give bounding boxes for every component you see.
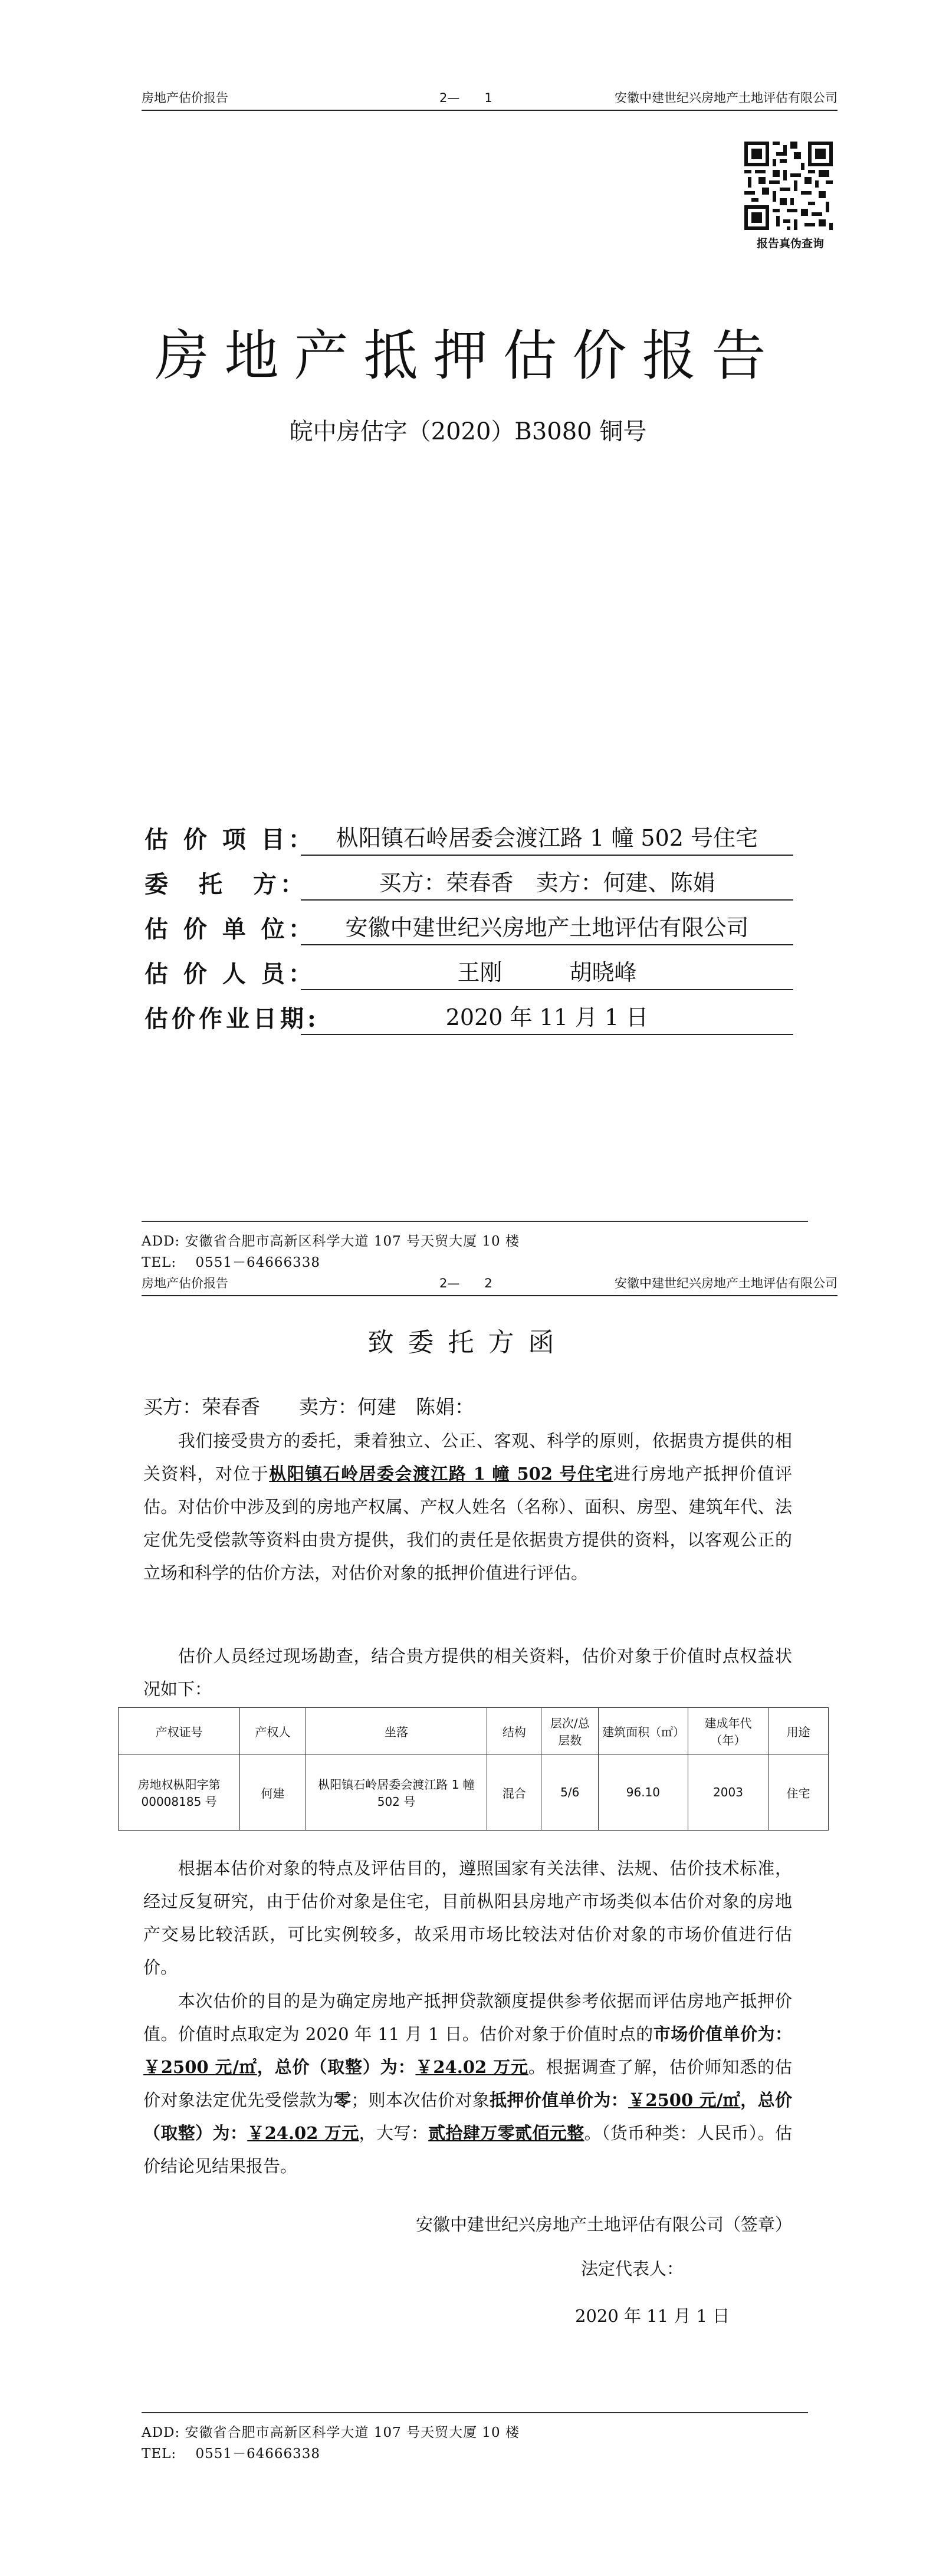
page-header: [142, 88, 838, 111]
table-header-cell: 产权证号: [119, 1708, 240, 1754]
letter-title: 致委托方函: [367, 1328, 569, 1358]
paragraph-conclusion: 本次估价的目的是为确定房地产抵押贷款额度提供参考依据而评估房地产抵押价值。价值时点取定为 2020 年 11 月 1 日。估价对象于价值时点的市场价值单价为：￥2500 元/㎡，总价（取整）为：￥24.02 万元。根据调查了解，估价师知悉的估价对象法定优先受偿款为零；则本次估价对象抵押价值单价为：￥2500 元/㎡，总价（取整）为：￥24.02 万元，大写：贰拾肆万零贰佰元整。（货币种类：人民币）。估价结论见结果报告。: [143, 1991, 792, 2176]
header-left: 房地产估价报告: [142, 91, 228, 105]
header-company: 安徽中建世纪兴房地产土地评估有限公司: [615, 1276, 838, 1290]
footer-divider: [142, 1221, 808, 1222]
signature-date: 2020 年 11 月 1 日: [575, 2306, 730, 2326]
info-label: 委 托 方：: [144, 870, 307, 898]
footer-address: ADD: 安徽省合肥市高新区科学大道 107 号天贸大厦 10 楼: [142, 1234, 520, 1249]
qr-code-icon[interactable]: [744, 142, 833, 230]
table-cell: 房地权枞阳字第00008185 号: [119, 1754, 240, 1831]
table-cell: 5/6: [541, 1754, 599, 1831]
info-label: 估 价 项 目：: [144, 826, 316, 853]
paragraph-method: 根据本估价对象的特点及评估目的，遵照国家有关法律、法规、估价技术标准，经过反复研究，由于估价对象是住宅，目前枞阳县房地产市场类似本估价对象的房地产交易比较活跃，可比实例较多，故采用市场比较法对估价对象的市场价值进行估价。: [143, 1858, 792, 1977]
info-value: 王刚 胡晓峰: [301, 954, 793, 990]
mortgage-total-price: ￥24.02 万元: [247, 2123, 359, 2143]
report-cover-page: [0, 0, 936, 1274]
footer-divider: [142, 2412, 808, 2413]
page-header: [142, 1274, 838, 1296]
table-row: [119, 1754, 829, 1831]
market-unit-price: ￥2500 元/㎡: [143, 2057, 257, 2077]
info-row-date: [144, 1002, 793, 1040]
signature-company: 安徽中建世纪兴房地产土地评估有限公司（签章）: [416, 2214, 793, 2235]
table-header-cell: 结构: [487, 1708, 541, 1754]
table-header-cell: 坐落: [306, 1708, 487, 1754]
info-label: 估价作业日期:: [144, 1005, 320, 1033]
info-row-client: [144, 868, 793, 905]
info-label: 估 价 人 员：: [144, 960, 316, 988]
header-page-number: 2— 2: [439, 1276, 492, 1290]
amount-in-words: 贰拾肆万零贰佰元整: [428, 2123, 584, 2143]
signature-representative: 法定代表人：: [581, 2259, 684, 2279]
info-value: 枞阳镇石岭居委会渡江路 1 幢 502 号住宅: [301, 820, 793, 856]
report-title: 房地产抵押估价报告: [155, 324, 781, 387]
footer-phone: TEL: 0551－64666338: [142, 2446, 321, 2462]
qr-caption: 报告真伪查询: [756, 237, 824, 250]
table-header-cell: 产权人: [240, 1708, 306, 1754]
report-number: 皖中房估字（2020）B3080 铜号: [289, 418, 647, 445]
mortgage-unit-price: ￥2500 元/㎡: [628, 2090, 741, 2110]
table-header-cell: 层次/总层数: [541, 1708, 599, 1754]
letter-addressee: 买方：荣春香 卖方：何建 陈娟：: [143, 1395, 474, 1418]
header-company: 安徽中建世纪兴房地产土地评估有限公司: [615, 91, 838, 105]
info-row-unit: [144, 912, 793, 950]
footer-address: ADD: 安徽省合肥市高新区科学大道 107 号天贸大厦 10 楼: [142, 2425, 520, 2440]
table-cell: 枞阳镇石岭居委会渡江路 1 幢 502 号: [306, 1754, 487, 1831]
table-cell: 2003: [688, 1754, 768, 1831]
table-cell: 何建: [240, 1754, 306, 1831]
info-value: 2020 年 11 月 1 日: [301, 999, 793, 1035]
info-row-appraisers: [144, 957, 793, 995]
footer-phone: TEL: 0551－64666338: [142, 1255, 321, 1270]
property-table: [118, 1707, 829, 1831]
table-header-cell: 建成年代（年）: [688, 1708, 768, 1754]
header-page-number: 2— 1: [439, 91, 492, 105]
letter-page: [0, 1274, 936, 2576]
info-value: 安徽中建世纪兴房地产土地评估有限公司: [301, 909, 793, 945]
table-header-row: [119, 1708, 829, 1754]
paragraph-entrustment: 我们接受贵方的委托，秉着独立、公正、客观、科学的原则，依据贵方提供的相关资料，对位于枞阳镇石岭居委会渡江路 1 幢 502 号住宅进行房地产抵押价值评估。对估价中涉及到的房地产权属、产权人姓名（名称）、面积、房型、建筑年代、法定优先受偿款等资料由贵方提供，我们的责任是依据贵方提供的资料，以客观公正的立场和科学的估价方法，对估价对象的抵押价值进行评估。: [143, 1431, 792, 1583]
property-address: 枞阳镇石岭居委会渡江路 1 幢 502 号住宅: [269, 1464, 613, 1484]
info-value: 买方：荣春香 卖方：何建、陈娟: [301, 865, 793, 901]
table-header-cell: 用途: [768, 1708, 829, 1754]
paragraph-inspection: 估价人员经过现场勘查，结合贵方提供的相关资料，估价对象于价值时点权益状况如下：: [143, 1646, 792, 1699]
market-total-price: ￥24.02 万元: [415, 2057, 528, 2077]
table-cell: 混合: [487, 1754, 541, 1831]
table-header-cell: 建筑面积（㎡）: [599, 1708, 688, 1754]
table-cell: 96.10: [599, 1754, 688, 1831]
info-label: 估 价 单 位：: [144, 915, 316, 943]
table-cell: 住宅: [768, 1754, 829, 1831]
info-row-project: [144, 823, 793, 860]
header-left: 房地产估价报告: [142, 1276, 228, 1290]
